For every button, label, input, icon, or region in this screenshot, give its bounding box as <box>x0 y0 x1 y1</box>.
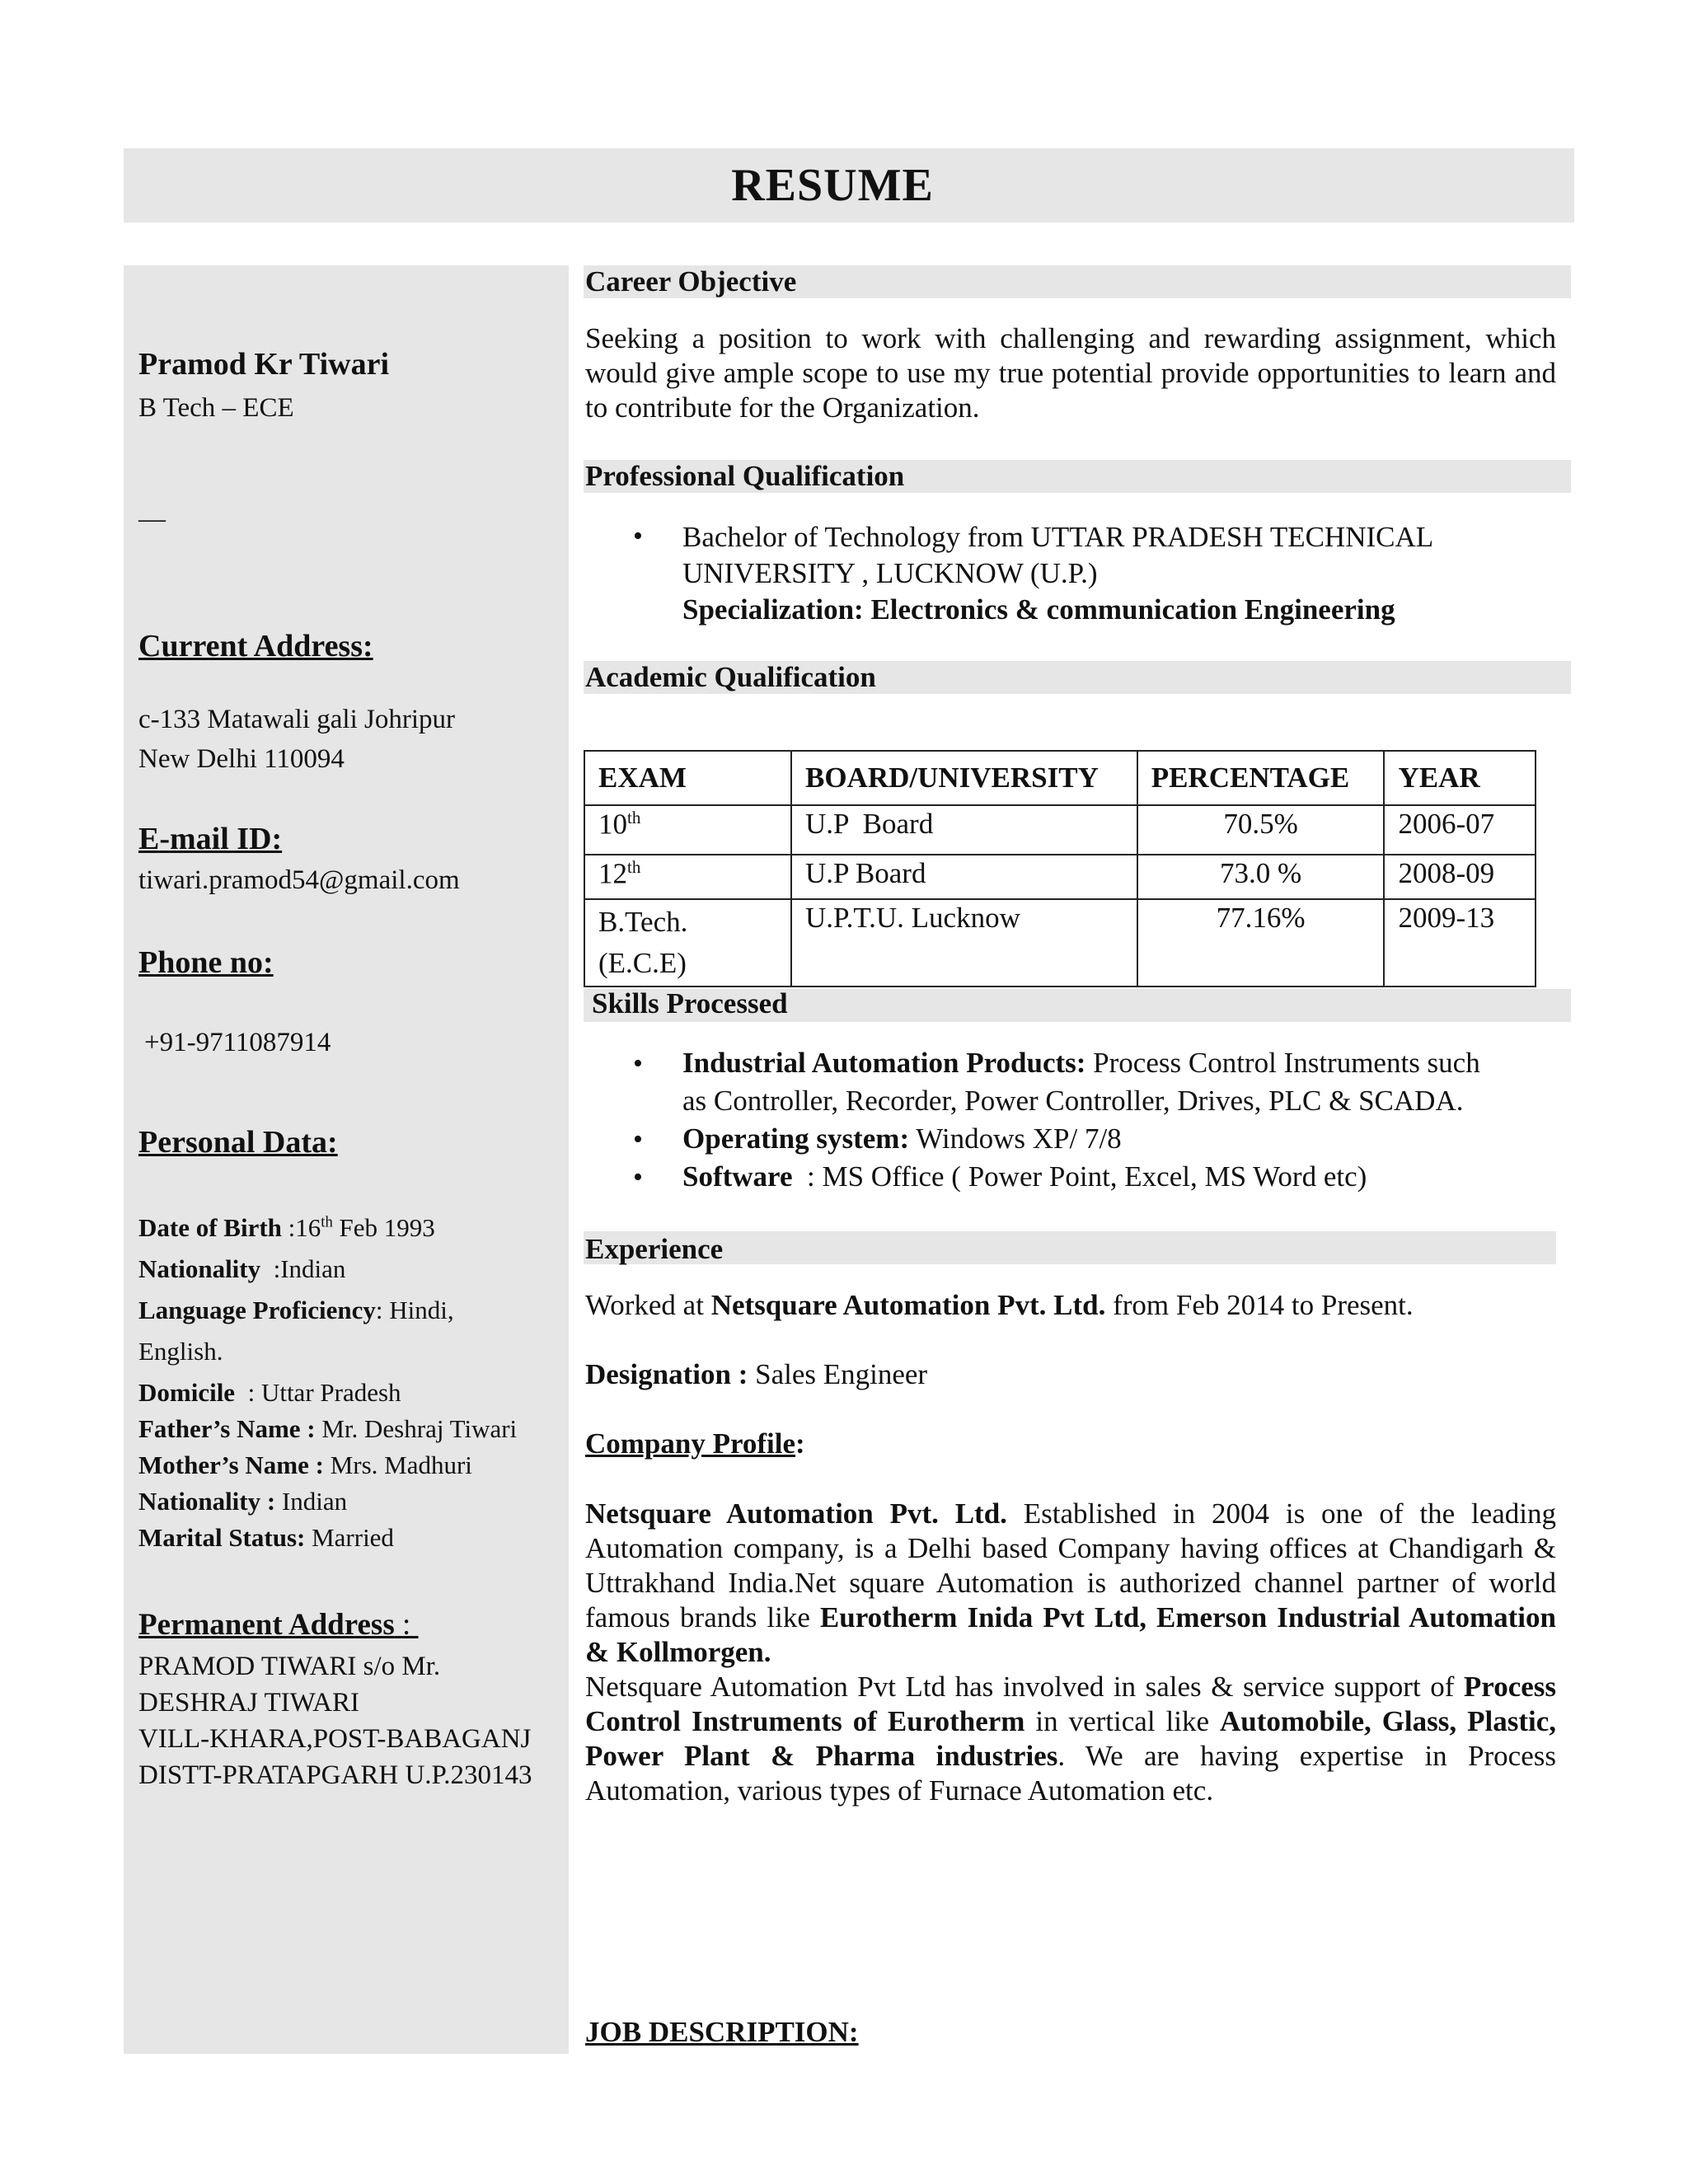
domicile-value: : Uttar Pradesh <box>235 1378 401 1407</box>
experience-bar <box>584 1231 1556 1264</box>
p2-text: Netsquare Automation Pvt Ltd has involved in sales & service support of <box>585 1671 1464 1703</box>
skill-item-3-label: Software <box>682 1160 793 1193</box>
exam-value-2: (E.C.E) <box>598 947 687 979</box>
header-percentage: PERCENTAGE <box>1137 751 1385 805</box>
cell-percentage: 70.5% <box>1137 805 1385 855</box>
skill-item-2-label: Operating system: <box>682 1122 910 1155</box>
table-row <box>584 899 1536 987</box>
header-year: YEAR <box>1384 751 1536 805</box>
candidate-name: Pramod Kr Tiwari <box>138 347 389 382</box>
skill-item-1-value: Process Control Instruments such <box>1085 1047 1480 1079</box>
p1-text: Established in 2004 is one of the leading Automation company, is a Delhi based Company having offices at Chandigarh & Uttrakhand India.Net square Automation is authorized channel partner of world famous brands like <box>585 1497 1556 1633</box>
current-address-line2: New Delhi 110094 <box>138 744 345 774</box>
nationality-row-2 <box>138 1487 347 1516</box>
designation-line <box>585 1358 927 1391</box>
company-profile-heading-row <box>585 1427 805 1460</box>
company-profile-colon: : <box>795 1427 805 1460</box>
job-description-heading: JOB DESCRIPTION: <box>585 2016 859 2048</box>
mother-row <box>138 1451 472 1480</box>
current-address-line1: c-133 Matawali gali Johripur <box>138 705 455 734</box>
personal-data-heading: Personal Data: <box>138 1125 338 1160</box>
email-value: tiwari.pramod54@gmail.com <box>138 865 460 895</box>
skills-bullet-3: • <box>633 1162 643 1193</box>
page-title: RESUME <box>731 160 934 211</box>
table-row <box>584 855 1536 899</box>
exam-value: 10 <box>598 808 627 841</box>
exam-value: 12 <box>598 857 627 890</box>
dob-sup: th <box>321 1213 333 1231</box>
language-row-2: English. <box>138 1337 223 1366</box>
worked-prefix: Worked at <box>585 1289 711 1321</box>
sidebar-dash: — <box>138 504 166 534</box>
skills-bullet-1: • <box>633 1048 643 1079</box>
designation-value: Sales Engineer <box>748 1358 928 1390</box>
cell-board: U.P.T.U. Lucknow <box>791 899 1137 987</box>
skill-item-3 <box>682 1159 1367 1195</box>
company-profile-paragraph-2 <box>585 1670 1556 1808</box>
nationality-label: Nationality <box>138 1254 261 1283</box>
father-row <box>138 1414 517 1444</box>
permanent-address-line2: DESHRAJ TIWARI <box>138 1688 359 1718</box>
p2-bold-1: Process Control Instruments of Eurotherm <box>585 1671 1556 1737</box>
professional-line1: Bachelor of Technology from UTTAR PRADESH TECHNICAL <box>682 521 1434 553</box>
career-objective-text: Seeking a position to work with challenging and rewarding assignment, which would give ample scope to use my true potential provide opportunities to learn and to contribute for the Organization. <box>585 322 1556 424</box>
language-label: Language Proficiency <box>138 1296 376 1324</box>
domicile-row <box>138 1378 401 1408</box>
permanent-address-line4: DISTT-PRATAPGARH U.P.230143 <box>138 1760 532 1790</box>
cell-board: U.P Board <box>791 805 1137 855</box>
nationality-value: :Indian <box>260 1254 346 1283</box>
mother-label: Mother’s Name : <box>138 1451 324 1479</box>
skill-item-1-cont: as Controller, Recorder, Power Controller, Drives, PLC & SCADA. <box>682 1085 1464 1117</box>
permanent-address-colon: : <box>394 1608 419 1642</box>
company-profile-heading: Company Profile <box>585 1427 796 1460</box>
experience-heading: Experience <box>585 1233 724 1265</box>
skill-item-3-value: : MS Office ( Power Point, Excel, MS Word etc) <box>792 1160 1367 1193</box>
cell-percentage: 77.16% <box>1137 899 1385 987</box>
header-board: BOARD/UNIVERSITY <box>791 751 1137 805</box>
skill-item-1-label: Industrial Automation Products: <box>682 1047 1086 1079</box>
table-row <box>584 805 1536 855</box>
permanent-address-line1: PRAMOD TIWARI s/o Mr. <box>138 1652 441 1681</box>
skills-bullet-2: • <box>633 1124 643 1155</box>
permanent-address-heading-row <box>138 1607 419 1643</box>
title-bar <box>124 148 1574 223</box>
p2-bold-2: Automobile, Glass, Plastic, Power Plant & Pharma industries <box>585 1705 1557 1772</box>
p2-mid: in vertical like <box>1025 1705 1220 1737</box>
exam-sup: th <box>627 857 641 877</box>
professional-bullet: • <box>633 521 643 551</box>
cell-year: 2006-07 <box>1384 805 1536 855</box>
marital-row <box>138 1523 394 1553</box>
domicile-label: Domicile <box>138 1378 236 1407</box>
cell-exam <box>584 899 791 987</box>
company-profile-paragraph-1 <box>585 1497 1556 1670</box>
permanent-address-line3: VILL-KHARA,POST-BABAGANJ <box>138 1724 532 1754</box>
language-value: : Hindi, <box>375 1296 454 1324</box>
academic-table <box>584 750 1536 987</box>
academic-qualification-heading: Academic Qualification <box>585 661 876 693</box>
professional-qualification-heading: Professional Qualification <box>585 460 905 492</box>
email-heading: E-mail ID: <box>138 822 283 856</box>
worked-suffix: from Feb 2014 to Present. <box>1105 1289 1414 1321</box>
father-value: Mr. Deshraj Tiwari <box>315 1414 518 1443</box>
dob-label: Date of Birth <box>138 1213 282 1242</box>
table-header-row <box>584 751 1536 805</box>
nationality-row <box>138 1254 345 1284</box>
cell-exam <box>584 805 791 855</box>
exam-sup: th <box>627 808 641 827</box>
skills-heading: Skills Processed <box>592 987 788 1019</box>
p1-company: Netsquare Automation Pvt. Ltd. <box>585 1497 1007 1530</box>
skill-item-2 <box>682 1121 1122 1157</box>
skill-item-1 <box>682 1045 1480 1081</box>
specialization-line: Specialization: Electronics & communication Engineering <box>682 593 1395 626</box>
permanent-address-heading: Permanent Address <box>138 1608 395 1642</box>
exam-value: B.Tech. <box>598 906 688 938</box>
designation-label: Designation : <box>585 1358 748 1390</box>
cell-exam <box>584 855 791 899</box>
marital-value: Married <box>305 1523 394 1552</box>
p2-end: . We are having expertise in Process Automation, various types of Furnace Automation etc. <box>585 1740 1556 1807</box>
skill-item-2-value: Windows XP/ 7/8 <box>909 1122 1122 1155</box>
marital-label: Marital Status: <box>138 1523 306 1552</box>
candidate-degree: B Tech – ECE <box>138 393 294 423</box>
nationality2-label: Nationality : <box>138 1487 276 1516</box>
father-label: Father’s Name : <box>138 1414 316 1443</box>
header-exam: EXAM <box>584 751 791 805</box>
phone-heading: Phone no: <box>138 945 274 980</box>
dob-suffix: Feb 1993 <box>332 1213 435 1242</box>
cell-board: U.P Board <box>791 855 1137 899</box>
worked-company: Netsquare Automation Pvt. Ltd. <box>710 1289 1106 1321</box>
dob-prefix: :16 <box>281 1213 321 1242</box>
professional-line2: UNIVERSITY , LUCKNOW (U.P.) <box>682 557 1098 589</box>
dob-row <box>138 1213 435 1243</box>
nationality2-value: Indian <box>275 1487 348 1516</box>
phone-value: +91-9711087914 <box>144 1028 331 1057</box>
p1-brands: Eurotherm Inida Pvt Ltd, Emerson Industrial Automation & Kollmorgen. <box>585 1601 1556 1668</box>
current-address-heading: Current Address: <box>138 629 373 663</box>
language-row <box>138 1296 454 1325</box>
worked-at-line <box>585 1289 1414 1322</box>
cell-year: 2009-13 <box>1384 899 1536 987</box>
cell-year: 2008-09 <box>1384 855 1536 899</box>
cell-percentage: 73.0 % <box>1137 855 1385 899</box>
career-objective-heading: Career Objective <box>585 265 797 298</box>
mother-value: Mrs. Madhuri <box>323 1451 472 1479</box>
